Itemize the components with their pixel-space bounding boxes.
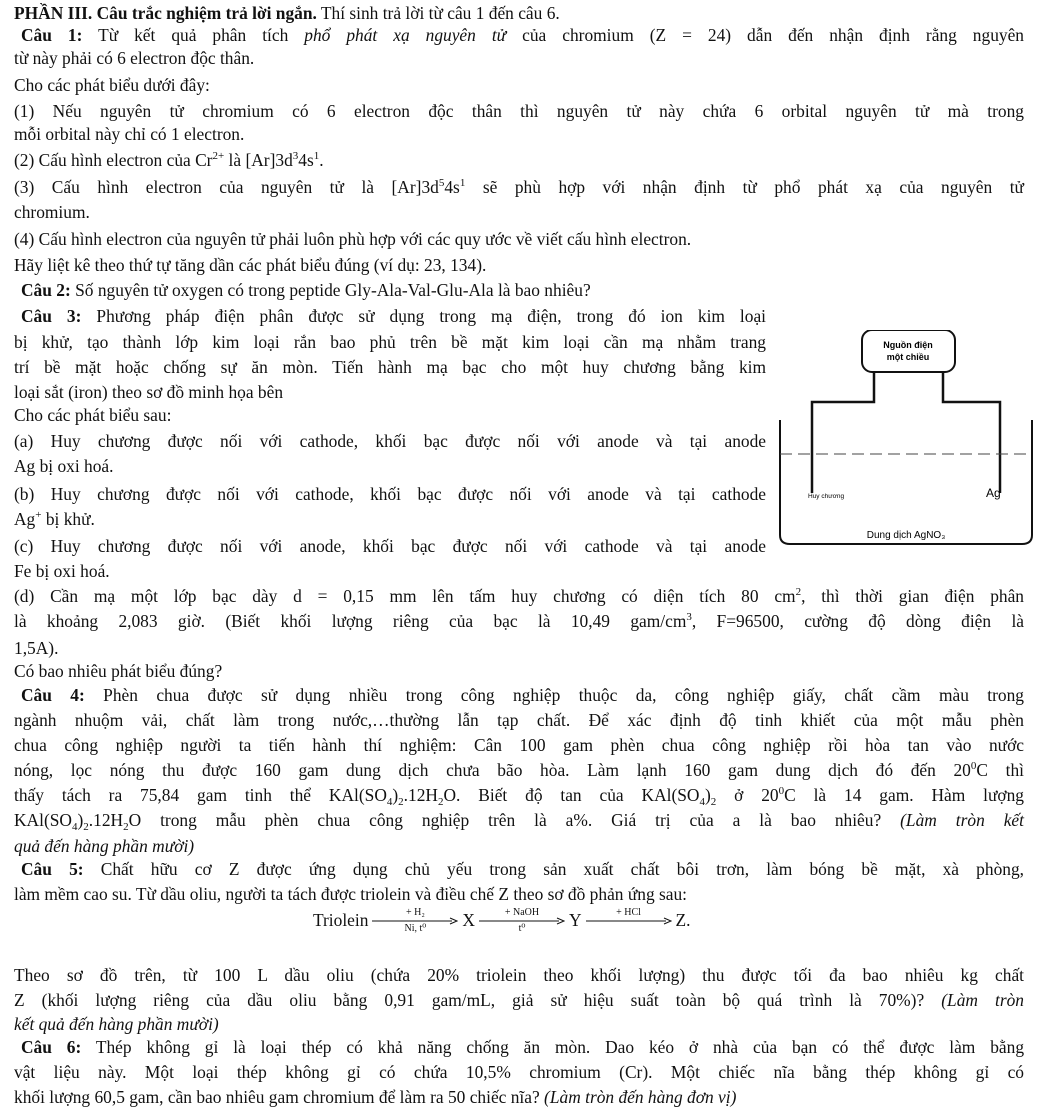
q5-text: Chất hữu cơ Z được ứng dụng chủ yếu trong sản xuất chất bôi trơn, làm bóng bề mặt, xà phòng, (83, 859, 1025, 879)
q6-rounding-note: (Làm tròn đến hàng đơn vị) (544, 1087, 737, 1107)
q3-statement-b: (b) Huy chương được nối với cathode, khối bạc được nối với anode và tại cathode (14, 484, 766, 504)
q1-s2-text: (2) Cấu hình electron của Cr (14, 150, 213, 170)
q3-line-1 (21, 305, 766, 328)
q1-statement-1: (1) Nếu nguyên tử chromium có 6 electron độc thân thì nguyên tử này chứa 6 orbital nguyên tử mà trong (14, 101, 1024, 121)
q6-text: Thép không gỉ là loại thép có khả năng chống ăn mòn. Dao kéo ở nhà của bạn có thể được làm bằng (81, 1037, 1025, 1057)
q1-question: Hãy liệt kê theo thứ tự tăng dần các phát biểu đúng (ví dụ: 23, 134). (14, 255, 487, 275)
q1-s2-sup: 1 (313, 150, 320, 162)
q5-line-2: làm mềm cao su. Từ dầu oliu, người ta tách được triolein và điều chế Z theo sơ đồ phản ứng sau: (14, 884, 688, 904)
arrow-1-condition: Ni, t⁰ (404, 923, 427, 934)
q4-text: C thì (976, 760, 1024, 780)
q1-s3-text: (3) Cấu hình electron của nguyên tử là [Ar]3d (14, 177, 439, 197)
q5-reaction-scheme (313, 906, 691, 936)
wire-right (943, 372, 1000, 493)
q6-text: khối lượng 60,5 gam, cần bao nhiêu gam chromium để làm ra 50 chiếc nĩa? (14, 1087, 545, 1107)
q4-sub: 2 (437, 796, 444, 808)
q3-line-5: Cho các phát biểu sau: (14, 405, 172, 425)
q1-statement-1-cont: mỗi orbital này chỉ có 1 electron. (14, 124, 245, 144)
q5-line-1 (21, 858, 1024, 881)
q1-line-1 (21, 24, 1024, 47)
power-source-label-2: một chiều (886, 352, 930, 362)
q1-text-italic: phổ phát xạ nguyên tử (304, 25, 507, 45)
q4-text: ở 20 (716, 785, 779, 805)
reaction-arrow-3 (586, 908, 672, 934)
q4-sup: 0 (778, 785, 785, 797)
power-source-box (862, 330, 955, 372)
arrow-1-reagent: + H₂ (405, 907, 425, 918)
q3-b-text: bị khử. (41, 509, 95, 529)
q4-line-1 (21, 684, 1024, 707)
q4-text: ) (704, 785, 711, 805)
power-source-label-1: Nguồn điện (883, 340, 933, 350)
q4-text: O. Biết độ tan của KAl(SO (443, 785, 700, 805)
product-z: Z. (675, 910, 691, 931)
q1-text: dẫn đến nhận định rằng nguyên (731, 25, 1024, 45)
part-title: PHẦN III. Câu trắc nghiệm trả lời ngắn. (14, 3, 317, 23)
medal-label: Huy chương (808, 493, 845, 500)
q3-statement-c-cont: Fe bị oxi hoá. (14, 561, 110, 581)
q1-text: của chromium (506, 25, 650, 45)
q6-line-1 (21, 1036, 1024, 1059)
q4-rounding-note-cont: quả đến hàng phần mười) (14, 836, 195, 856)
q4-sub: 2 (710, 796, 717, 808)
q4-text: ) (77, 810, 84, 830)
q3-b-sup: + (35, 509, 42, 521)
q4-text: KAl(SO (14, 810, 72, 830)
part-heading (14, 2, 560, 25)
q6-line-3 (14, 1086, 736, 1109)
solution-label: Dung dịch AgNO₃ (866, 530, 946, 541)
electroplating-diagram (778, 330, 1034, 550)
q4-sub: 2 (83, 821, 89, 833)
arrow-2-reagent: + NaOH (504, 907, 540, 918)
q4-rounding-note: (Làm tròn kết (900, 810, 1024, 830)
q4-sub: 4 (71, 821, 78, 833)
q4-text: .12H (403, 785, 438, 805)
q1-line-2: từ này phải có 6 electron độc thân. (14, 48, 255, 68)
q3-d-text: , F=96500, cường độ dòng điện là (691, 611, 1024, 631)
q4-line-7 (14, 835, 194, 858)
q5-rounding-note: (Làm tròn (941, 990, 1024, 1010)
q3-d-sup: 3 (686, 611, 692, 623)
q4-text: .12H (88, 810, 124, 830)
q1-s2-sup: 2+ (212, 150, 225, 162)
q4-sub: 2 (398, 796, 404, 808)
q1-statement-3-cont: chromium. (14, 202, 90, 222)
q3-statement-a-cont: Ag bị oxi hoá. (14, 456, 114, 476)
q1-z-value: (Z = 24) (649, 25, 732, 45)
q1-statement-4: (4) Cấu hình electron của nguyên tử phải luôn phù hợp với các quy ước về viết cấu hình electron. (14, 229, 692, 249)
q4-line-6 (14, 809, 1024, 832)
q3-line-3: trí bề mặt hoặc chống sự ăn mòn. Tiến hành mạ bạc cho một huy chương bằng kim (14, 357, 766, 377)
q5-line-3: Theo sơ đồ trên, từ 100 L dầu oliu (chứa 20% triolein theo khối lượng) thu được tối đa bao nhiêu kg chất (14, 965, 1024, 985)
q2-label: Câu 2: (21, 280, 71, 300)
q1-statement-3 (14, 176, 1024, 199)
q4-sup: 0 (970, 760, 977, 772)
q4-text: thấy tách ra 75,84 gam tinh thể KAl(SO (14, 785, 387, 805)
q1-s3-text: sẽ phù hợp với nhận định từ phổ phát xạ của nguyên tử (465, 177, 1024, 197)
q2-line (21, 279, 591, 302)
q4-sub: 4 (386, 796, 393, 808)
q3-statement-d (14, 585, 1024, 608)
q5-line-5 (14, 1013, 219, 1036)
arrow-3-line (586, 917, 672, 925)
q5-rounding-note-cont: kết quả đến hàng phần mười) (14, 1014, 219, 1034)
q3-line-2: bị khử, tạo thành lớp kim loại rắn bao phủ trên bề mặt kim loại cần mạ nhằm trang (14, 332, 766, 352)
q2-text: Số nguyên tử oxygen có trong peptide Gly-Ala-Val-Glu-Ala là bao nhiêu? (70, 280, 591, 300)
q3-text: Phương pháp điện phân được sử dụng trong mạ điện, trong đó ion kim loại (81, 306, 767, 326)
q5-line-4 (14, 989, 1024, 1012)
q3-statement-a: (a) Huy chương được nối với cathode, khối bạc được nối với anode và tại anode (14, 431, 766, 451)
reaction-arrow-1 (372, 908, 458, 934)
arrow-2-condition: t⁰ (518, 923, 526, 934)
q4-text: Phèn chua được sử dụng nhiều trong công nghiệp thuộc da, công nghiệp giấy, chất cầm màu trong (84, 685, 1024, 705)
q3-d-text: , thì thời gian điện phân (801, 586, 1025, 606)
q4-text: C là 14 gam. Hàm lượng (784, 785, 1024, 805)
q1-label: Câu 1: (21, 25, 83, 45)
q3-b-text: Ag (14, 509, 36, 529)
q3-statement-b-cont (14, 508, 95, 531)
q4-line-2: ngành nhuộm vải, chất làm trong nước,…thường lẫn tạp chất. Để xác định độ tinh khiết của một mẫu phèn (14, 710, 1024, 730)
intermediate-x: X (462, 910, 475, 931)
electroplating-svg (778, 330, 1034, 550)
intermediate-y: Y (568, 910, 582, 931)
q3-d-text: là khoảng 2,083 giờ. (Biết khối lượng riêng của bạc là 10,49 gam/cm (14, 611, 687, 631)
q1-s2-text: là [Ar]3d (224, 150, 293, 170)
q1-s2-text: . (319, 150, 324, 170)
reaction-arrow-2 (479, 908, 565, 934)
reactant-triolein: Triolein (313, 910, 369, 931)
q3-statement-d-cont (14, 610, 1024, 633)
q4-sub: 2 (123, 821, 129, 833)
q1-line-3: Cho các phát biểu dưới đây: (14, 75, 210, 95)
q4-text: nóng, lọc nóng thu được 160 gam dung dịch chưa bão hòa. Làm lạnh 160 gam dung dịch đó đến 20 (14, 760, 971, 780)
q1-text: Từ kết quả phân tích (82, 25, 305, 45)
wire-left (812, 372, 874, 493)
q3-d-text: (d) Cần mạ một lớp bạc dày d = 0,15 mm lên tấm huy chương có diện tích 80 cm (14, 586, 796, 606)
arrow-3-reagent: + HCl (616, 907, 641, 918)
q1-statement-2 (14, 149, 324, 172)
q4-line-5 (14, 784, 1024, 807)
q3-question: Có bao nhiêu phát biểu đúng? (14, 661, 223, 681)
part-instructions: Thí sinh trả lời từ câu 1 đến câu 6. (316, 3, 560, 23)
silver-label: Ag (986, 486, 1001, 500)
q4-text: O trong mẫu phèn chua công nghiệp trên là a%. Giá trị của a là bao nhiêu? (128, 810, 901, 830)
q5-text: Z (khối lượng riêng của dầu oliu bằng 0,91 gam/mL, giả sử hiệu suất toàn bộ quá trình là 70%)? (14, 990, 942, 1010)
q1-s3-sup: 1 (459, 177, 466, 189)
q4-label: Câu 4: (21, 685, 85, 705)
q6-label: Câu 6: (21, 1037, 82, 1057)
q3-d-sup: 2 (795, 586, 802, 598)
q1-s2-sup: 3 (292, 150, 299, 162)
q4-text: ) (392, 785, 399, 805)
q3-statement-c: (c) Huy chương được nối với anode, khối bạc được nối với cathode và tại anode (14, 536, 766, 556)
q3-line-4: loại sắt (iron) theo sơ đồ minh họa bên (14, 382, 284, 402)
beaker (780, 420, 1032, 544)
q4-line-3: chua công nghiệp người ta tiến hành thí nghiệm: Cân 100 gam phèn chua công nghiệp rồi hòa tan vào nước (14, 735, 1024, 755)
q1-s2-text: 4s (298, 150, 314, 170)
q6-line-2: vật liệu này. Một loại thép không gỉ có chứa 10,5% chromium (Cr). Một chiếc nĩa bằng thép không gỉ có (14, 1062, 1024, 1082)
q3-label: Câu 3: (21, 306, 82, 326)
q4-sub: 4 (699, 796, 705, 808)
q1-s3-sup: 5 (438, 177, 445, 189)
q4-line-4 (14, 759, 1024, 782)
q3-statement-d-cont2: 1,5A). (14, 638, 59, 658)
q1-s3-text: 4s (444, 177, 460, 197)
q5-label: Câu 5: (21, 859, 84, 879)
